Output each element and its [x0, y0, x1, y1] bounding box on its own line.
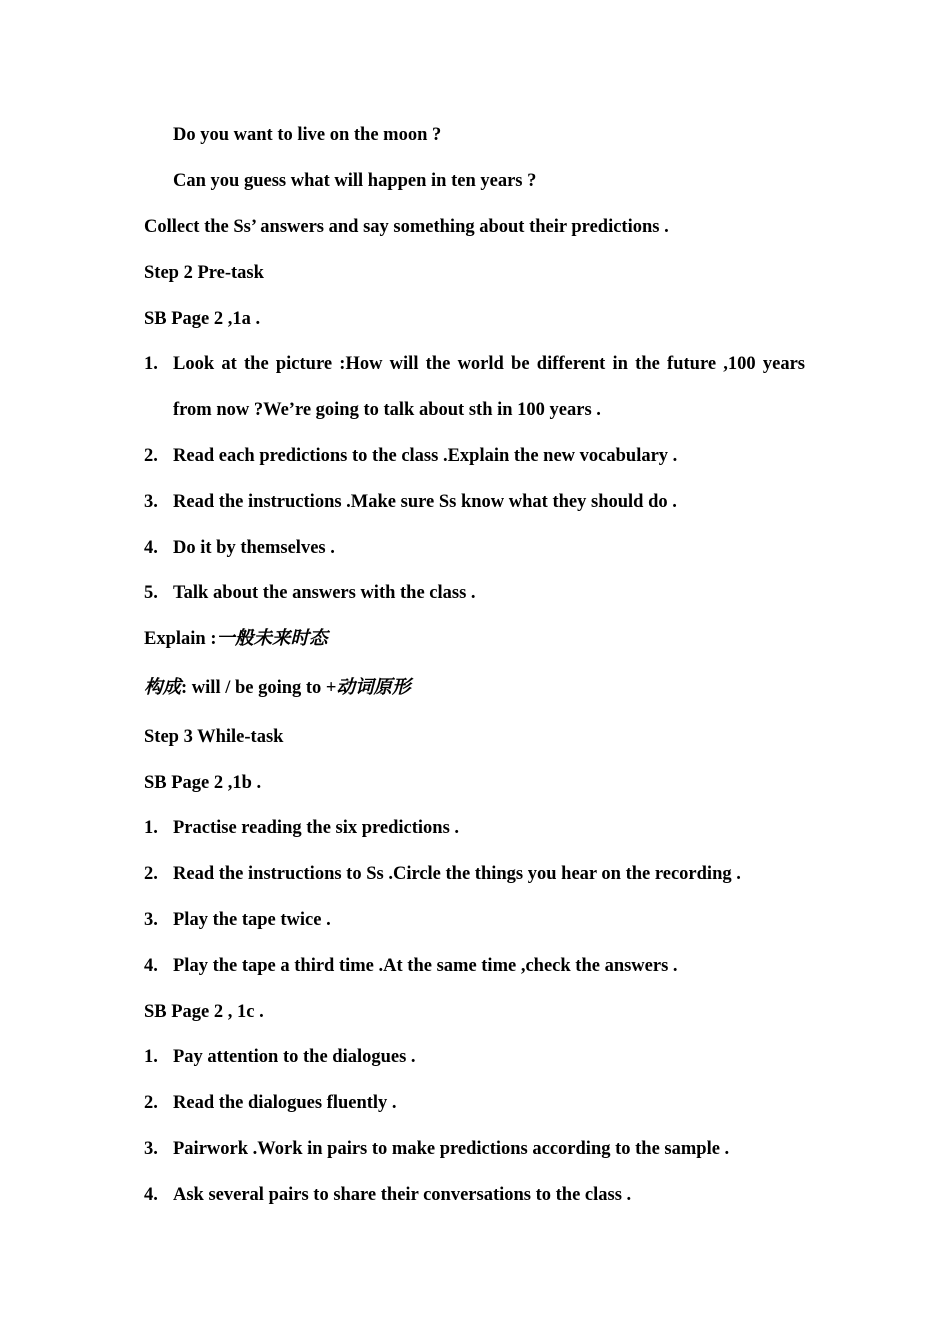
list-item: Do it by themselves . — [173, 538, 335, 558]
explain-chinese: 一般未来时态 — [216, 628, 328, 649]
list-item: Practise reading the six predictions . — [173, 818, 460, 838]
structure-formula: : will / be going to + — [181, 678, 337, 698]
list-item: Talk about the answers with the class . — [173, 583, 476, 603]
list-number: 3. — [144, 910, 158, 930]
list-item: Play the tape twice . — [173, 910, 331, 930]
list-item-continuation: from now ?We’re going to talk about sth in 100 years . — [173, 400, 601, 420]
list-number: 4. — [144, 1185, 158, 1205]
list-item: Pay attention to the dialogues . — [173, 1047, 416, 1067]
list-item: Read the dialogues fluently . — [173, 1093, 397, 1113]
explain-label: Explain : — [144, 629, 217, 649]
list-item: Ask several pairs to share their conversations to the class . — [173, 1185, 632, 1205]
step3-page-ref-1c: SB Page 2 , 1c . — [144, 1002, 264, 1022]
step2-heading: Step 2 Pre-task — [144, 263, 264, 283]
collect-answers-text: Collect the Ss’ answers and say something about their predictions . — [144, 217, 669, 237]
list-number: 1. — [144, 1047, 158, 1067]
structure-chinese-verb: 动词原形 — [336, 677, 411, 698]
list-item: Read the instructions to Ss .Circle the things you hear on the recording . — [173, 864, 741, 884]
list-number: 5. — [144, 583, 158, 603]
list-number: 4. — [144, 538, 158, 558]
step2-page-ref: SB Page 2 ,1a . — [144, 309, 261, 329]
list-number: 1. — [144, 354, 158, 374]
list-number: 3. — [144, 1139, 158, 1159]
list-item: Pairwork .Work in pairs to make predictions according to the sample . — [173, 1139, 730, 1159]
list-number: 2. — [144, 1093, 158, 1113]
list-number: 2. — [144, 446, 158, 466]
step3-page-ref-1b: SB Page 2 ,1b . — [144, 773, 262, 793]
question-ten-years: Can you guess what will happen in ten years ? — [173, 171, 537, 191]
step3-heading: Step 3 While-task — [144, 727, 284, 747]
explain-line — [144, 628, 328, 650]
question-moon: Do you want to live on the moon ? — [173, 125, 442, 145]
list-item: Look at the picture :How will the world be different in the future ,100 years — [173, 354, 805, 374]
list-number: 1. — [144, 818, 158, 838]
structure-chinese-label: 构成 — [144, 677, 182, 698]
list-number: 3. — [144, 492, 158, 512]
structure-line — [144, 677, 411, 699]
list-number: 2. — [144, 864, 158, 884]
list-item: Play the tape a third time .At the same time ,check the answers . — [173, 956, 678, 976]
list-item: Read each predictions to the class .Explain the new vocabulary . — [173, 446, 678, 466]
list-number: 4. — [144, 956, 158, 976]
list-item: Read the instructions .Make sure Ss know what they should do . — [173, 492, 677, 512]
